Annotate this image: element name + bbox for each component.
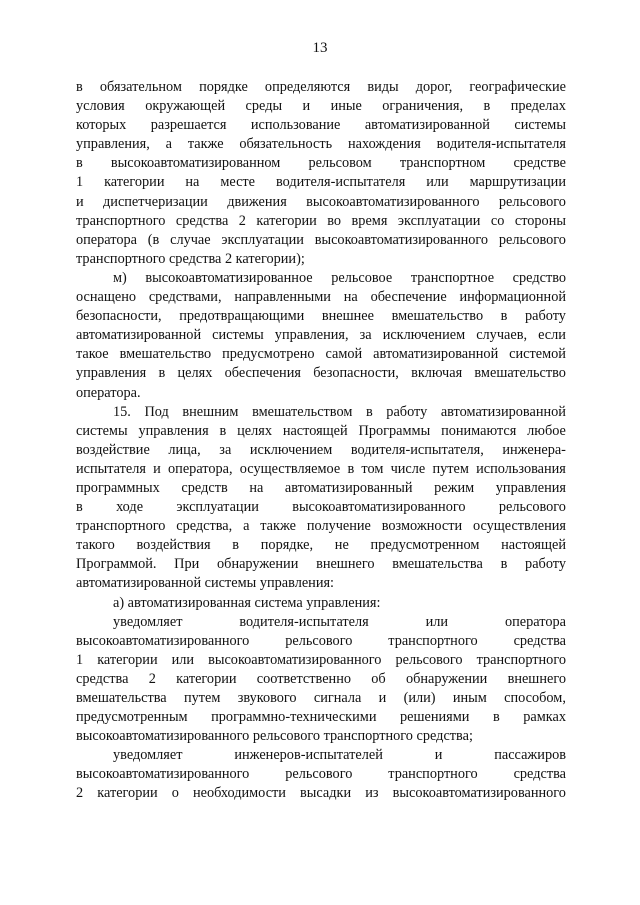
word: такое: [76, 346, 109, 363]
word: автоматизированной: [76, 327, 202, 344]
word: автоматизированной: [440, 403, 566, 420]
word: транспортного: [76, 212, 166, 229]
word: предусмотренным: [76, 709, 188, 726]
word: работу: [525, 556, 566, 573]
text-line: [76, 212, 566, 231]
word: высокоавтоматизированного: [76, 766, 250, 783]
word: категории: [97, 651, 158, 668]
word: управления,: [274, 327, 349, 344]
text-line: [76, 479, 566, 498]
word: любое: [527, 422, 566, 439]
word: безопасности,: [76, 308, 162, 325]
word: или: [426, 174, 449, 191]
word: рельсового: [498, 193, 566, 210]
word: м): [113, 269, 127, 286]
word: транспортное: [410, 269, 495, 286]
word: оператора,: [168, 460, 233, 477]
word: средства: [175, 212, 229, 229]
word: управления: [76, 365, 147, 382]
word: включая: [411, 365, 463, 382]
word: автоматизированный: [284, 479, 413, 496]
word: внешним: [182, 403, 239, 420]
text-line: [76, 173, 566, 192]
word: режим: [434, 479, 475, 496]
text-line: [76, 784, 566, 803]
word: способом,: [504, 690, 566, 706]
word: которых: [76, 117, 127, 134]
word: работу: [386, 403, 428, 420]
word: возможности: [381, 518, 463, 535]
word: эксплуатации: [397, 212, 481, 229]
word: оператора: [76, 231, 137, 248]
word: водителя-испытателя: [239, 613, 369, 630]
word: если: [538, 327, 566, 344]
word: разрешается: [150, 117, 227, 134]
word: время: [351, 212, 388, 229]
word: категории: [104, 174, 165, 191]
word: целях: [177, 365, 213, 382]
word: понимаются: [441, 422, 517, 439]
word: средства: [76, 670, 129, 687]
word: нахождения: [348, 136, 421, 153]
text-line: а) автоматизированная система управления:: [113, 594, 381, 611]
word: в: [500, 308, 508, 325]
word: диспетчеризации: [103, 193, 208, 210]
word: порядке: [199, 79, 248, 95]
word: транспортном: [399, 155, 486, 172]
word: (в: [147, 231, 160, 248]
word: настоящей: [501, 537, 566, 554]
text-line: [76, 689, 566, 708]
word: условия: [76, 98, 125, 115]
word: управления: [138, 422, 209, 439]
word: осуществляемое: [239, 460, 341, 477]
word: высокоавтоматизированного: [292, 499, 466, 516]
text-line: [76, 670, 566, 689]
text-line: [76, 269, 566, 288]
word: категории: [176, 670, 237, 687]
word: иным: [452, 690, 487, 706]
word: пределах: [510, 98, 566, 115]
text-line: [76, 307, 566, 326]
word: средства: [513, 632, 566, 649]
word: средстве: [513, 155, 566, 172]
word: географические: [469, 79, 566, 95]
word: такого: [76, 537, 115, 554]
word: самой: [325, 346, 363, 363]
word: работу: [525, 308, 566, 325]
word: в: [76, 155, 83, 172]
word: и: [76, 193, 84, 210]
word: стороны: [514, 212, 566, 229]
word: об: [371, 670, 386, 687]
word: рельсового: [285, 632, 353, 649]
word: Программы: [358, 422, 431, 439]
word: о: [171, 785, 179, 802]
word: При: [174, 556, 200, 573]
word: обеспечение: [370, 289, 447, 306]
word: виды: [367, 79, 399, 95]
text-line: [76, 651, 566, 670]
text-line: [76, 517, 566, 536]
word: целях: [237, 422, 272, 439]
text-line: [76, 231, 566, 250]
word: транспортного: [476, 651, 566, 668]
word: высокоавтоматизированное: [145, 269, 313, 286]
word: системой: [509, 346, 566, 363]
text-line: [76, 78, 566, 97]
word: информационной: [459, 289, 566, 306]
word: управления: [495, 479, 566, 496]
word: средств: [181, 479, 228, 496]
word: окружающей: [145, 98, 226, 115]
text-line: [76, 765, 566, 784]
word: случае: [170, 231, 211, 248]
text-line: высокоавтоматизированного рельсового транспортного средства;: [76, 728, 473, 745]
word: в: [483, 98, 491, 115]
word: движения: [227, 193, 287, 210]
word: высокоавтоматизированного: [208, 651, 382, 668]
text-line: [76, 326, 566, 345]
word: средство: [512, 269, 566, 286]
word: 2: [238, 212, 246, 229]
word: рамках: [523, 709, 566, 726]
word: в: [158, 365, 166, 382]
word: оператора: [504, 613, 566, 630]
word: категории: [256, 212, 317, 229]
text-line: [76, 708, 566, 727]
word: водителя-испытателя,: [350, 441, 484, 458]
word: обеспечения: [224, 365, 301, 382]
word: высокоавтоматизированного: [314, 231, 489, 248]
word: программно-техническими: [211, 709, 377, 726]
word: 1: [76, 174, 84, 191]
text-line: [76, 345, 566, 364]
word: том: [361, 460, 384, 477]
text-line: транспортного средства 2 категории);: [76, 250, 305, 267]
word: высокоавтоматизированного: [306, 193, 480, 210]
word: в: [365, 403, 373, 420]
word: водителя-испытателя: [275, 174, 406, 191]
word: в: [219, 422, 227, 439]
word: лица,: [168, 441, 201, 458]
word: и: [153, 460, 161, 477]
text-line: [76, 116, 566, 135]
word: предусмотренном: [370, 537, 480, 554]
word: эксплуатации: [176, 499, 259, 516]
word: системы: [76, 422, 128, 439]
word: а: [243, 518, 250, 535]
word: средства: [513, 766, 566, 783]
word: месте: [220, 174, 256, 191]
word: решениями: [400, 709, 470, 726]
word: рельсовом: [308, 155, 372, 172]
word: высокоавтоматизированного: [76, 632, 250, 649]
word: управления,: [76, 136, 150, 153]
word: исключением: [382, 327, 466, 344]
word: вмешательство: [391, 308, 484, 325]
word: звукового: [237, 690, 297, 706]
word: транспортного: [388, 766, 478, 783]
page-number: 13: [312, 40, 328, 56]
word: оснащено: [76, 289, 137, 306]
word: внешнего: [316, 556, 375, 573]
text-line: [76, 403, 566, 422]
word: транспортного: [76, 518, 166, 535]
word: случаев,: [476, 327, 528, 344]
word: ходе: [116, 499, 144, 516]
word: предусмотрено: [222, 346, 315, 363]
word: также: [260, 518, 296, 535]
word: Под: [144, 403, 169, 420]
word: средства,: [176, 518, 233, 535]
word: исключением: [249, 441, 333, 458]
text-line: оператора.: [76, 384, 141, 401]
word: маршрутизации: [469, 174, 566, 191]
document-body: [76, 78, 566, 804]
text-line: [76, 97, 566, 116]
word: и: [378, 690, 387, 706]
word: соответственно: [256, 670, 351, 687]
word: использования: [476, 460, 566, 477]
word: 15.: [113, 403, 131, 420]
word: на: [249, 479, 264, 496]
word: (или): [403, 690, 436, 706]
word: в: [492, 709, 500, 726]
word: рельсовое: [331, 269, 393, 286]
word: обязательном: [99, 79, 182, 95]
word: вмешательства: [76, 690, 167, 706]
word: пассажиров: [494, 747, 566, 764]
word: определяются: [264, 79, 351, 95]
word: порядке,: [260, 537, 314, 554]
word: а: [165, 136, 172, 153]
text-line: [76, 154, 566, 173]
word: 2: [148, 670, 156, 687]
text-line: [76, 193, 566, 212]
word: испытателя: [76, 460, 146, 477]
word: вмешательство: [474, 365, 566, 382]
word: высокоавтоматизированном: [110, 155, 281, 172]
word: рельсового: [395, 651, 463, 668]
word: вмешательство: [119, 346, 212, 363]
word: рельсового: [285, 766, 353, 783]
word: системы: [514, 117, 566, 134]
word: направленными: [234, 289, 331, 306]
word: внешнего: [507, 670, 566, 687]
word: получение: [306, 518, 371, 535]
word: программных: [76, 479, 160, 496]
word: транспортного: [388, 632, 478, 649]
word: на: [185, 174, 200, 191]
word: категории: [97, 785, 158, 802]
text-line: [76, 746, 566, 765]
word: высокоавтоматизированного: [392, 785, 566, 802]
word: дорог,: [415, 79, 453, 95]
word: или: [425, 613, 449, 630]
text-line: [76, 613, 566, 632]
word: путем: [183, 690, 221, 706]
word: внешнее: [321, 308, 374, 325]
word: инженеров-испытателей: [234, 747, 383, 764]
text-line: [76, 536, 566, 555]
word: вмешательства: [392, 556, 483, 573]
word: в: [347, 460, 355, 477]
word: обнаружении: [217, 556, 299, 573]
text-line: [76, 135, 566, 154]
word: воздействие: [76, 441, 150, 458]
text-line: [76, 288, 566, 307]
word: со: [490, 212, 505, 229]
word: использование: [250, 117, 341, 134]
word: в: [76, 79, 83, 95]
word: 1: [76, 651, 84, 668]
text-line: [76, 632, 566, 651]
word: водителя-испытателя: [436, 136, 566, 153]
word: безопасности,: [313, 365, 399, 382]
text-line: [76, 498, 566, 517]
word: ограничения,: [382, 98, 464, 115]
word: и: [434, 747, 443, 764]
word: в: [232, 537, 240, 554]
word: Программой.: [76, 556, 157, 573]
word: также: [187, 136, 224, 153]
word: автоматизированной: [364, 117, 490, 134]
word: или: [171, 651, 195, 668]
word: средствами,: [148, 289, 222, 306]
word: в: [76, 499, 83, 516]
word: рельсового: [498, 499, 566, 516]
word: эксплуатации: [221, 231, 304, 248]
word: настоящей: [282, 422, 348, 439]
word: из: [365, 785, 379, 802]
word: сигнала: [313, 690, 362, 706]
word: обнаружении: [405, 670, 488, 687]
text-line: [76, 441, 566, 460]
word: за: [219, 441, 232, 458]
text-line: [76, 460, 566, 479]
word: автоматизированной: [373, 346, 499, 363]
word: путем: [432, 460, 469, 477]
word: и: [302, 98, 311, 115]
word: уведомляет: [113, 613, 183, 630]
word: обязательность: [239, 136, 333, 153]
word: рельсового: [498, 231, 566, 248]
word: уведомляет: [113, 747, 183, 764]
text-line: [76, 364, 566, 383]
word: инженера-: [502, 441, 566, 458]
word: высадки: [300, 785, 352, 802]
word: необходимости: [193, 785, 286, 802]
word: системы: [212, 327, 264, 344]
text-line: [76, 555, 566, 574]
word: осуществления: [472, 518, 566, 535]
text-line: [76, 422, 566, 441]
word: среды: [245, 98, 283, 115]
word: за: [359, 327, 372, 344]
word: 2: [76, 785, 84, 802]
text-line: автоматизированной системы управления:: [76, 575, 335, 592]
word: предотвращающими: [179, 308, 305, 325]
word: во: [327, 212, 342, 229]
word: воздействия: [136, 537, 211, 554]
word: не: [334, 537, 349, 554]
word: числе: [390, 460, 426, 477]
word: вмешательством: [252, 403, 353, 420]
word: на: [343, 289, 358, 306]
word: в: [500, 556, 508, 573]
word: иные: [330, 98, 362, 115]
